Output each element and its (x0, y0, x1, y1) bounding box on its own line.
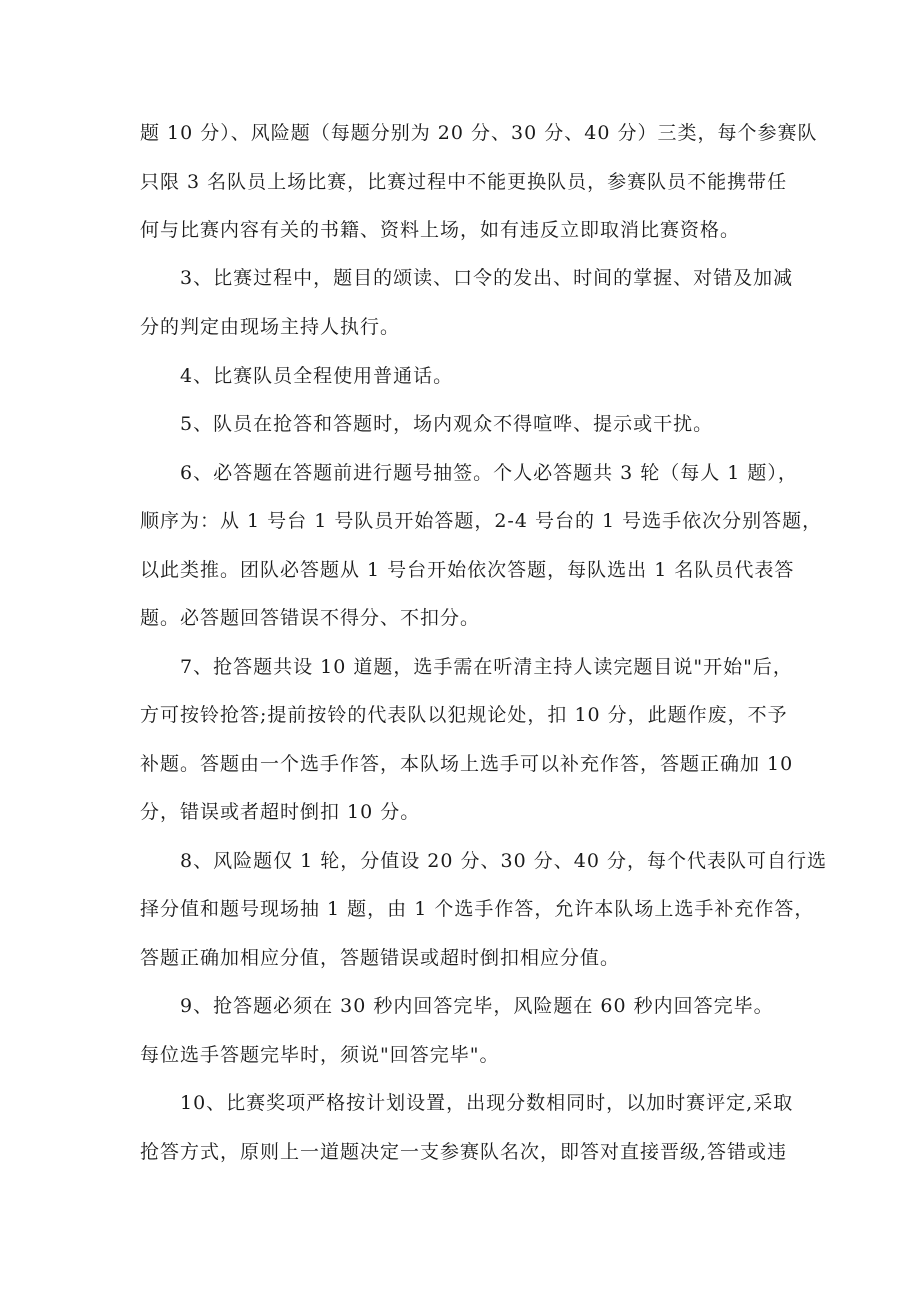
paragraph-7-start: 7、抢答题共设 10 道题，选手需在听清主持人读完题目说"开始"后， (180, 656, 793, 678)
text-line: 分，错误或者超时倒扣 10 分。 (140, 801, 421, 823)
text-line: 何与比赛内容有关的书籍、资料上场，如有违反立即取消比赛资格。 (140, 219, 741, 241)
text-line: 题。必答题回答错误不得分、不扣分。 (140, 607, 481, 629)
text-line: 答题正确加相应分值，答题错误或超时倒扣相应分值。 (140, 947, 621, 969)
paragraph-9-start: 9、抢答题必须在 30 秒内回答完毕，风险题在 60 秒内回答完毕。 (180, 995, 774, 1017)
text-line: 抢答方式，原则上一道题决定一支参赛队名次，即答对直接晋级,答错或违 (140, 1141, 788, 1163)
paragraph-3-start: 3、比赛过程中，题目的颂读、口令的发出、时间的掌握、对错及加减 (180, 267, 794, 289)
paragraph-10-start: 10、比赛奖项严格按计划设置，出现分数相同时，以加时赛评定,采取 (180, 1092, 794, 1114)
paragraph-6-start: 6、必答题在答题前进行题号抽签。个人必答题共 3 轮（每人 1 题）， (180, 462, 798, 484)
text-line: 每位选手答题完毕时，须说"回答完毕"。 (140, 1044, 500, 1066)
text-line: 题 10 分）、风险题（每题分别为 20 分、30 分、40 分）三类，每个参赛队 (140, 122, 818, 144)
paragraph-8-start: 8、风险题仅 1 轮，分值设 20 分、30 分、40 分，每个代表队可自行选 (180, 850, 827, 872)
paragraph-4-start: 4、比赛队员全程使用普通话。 (180, 365, 454, 387)
paragraph-5-start: 5、队员在抢答和答题时，场内观众不得喧哗、提示或干扰。 (180, 413, 714, 435)
text-line: 分的判定由现场主持人执行。 (140, 316, 401, 338)
text-line: 补题。答题由一个选手作答，本队场上选手可以补充作答，答题正确加 10 (140, 753, 794, 775)
text-line: 方可按铃抢答;提前按铃的代表队以犯规论处，扣 10 分，此题作废，不予 (140, 704, 788, 726)
text-line: 顺序为：从 1 号台 1 号队员开始答题，2-4 号台的 1 号选手依次分别答题， (140, 510, 823, 532)
text-line: 择分值和题号现场抽 1 题，由 1 个选手作答，允许本队场上选手补充作答， (140, 898, 815, 920)
text-line: 以此类推。团队必答题从 1 号台开始依次答题，每队选出 1 名队员代表答 (140, 559, 795, 581)
text-line: 只限 3 名队员上场比赛，比赛过程中不能更换队员，参赛队员不能携带任 (140, 171, 788, 193)
